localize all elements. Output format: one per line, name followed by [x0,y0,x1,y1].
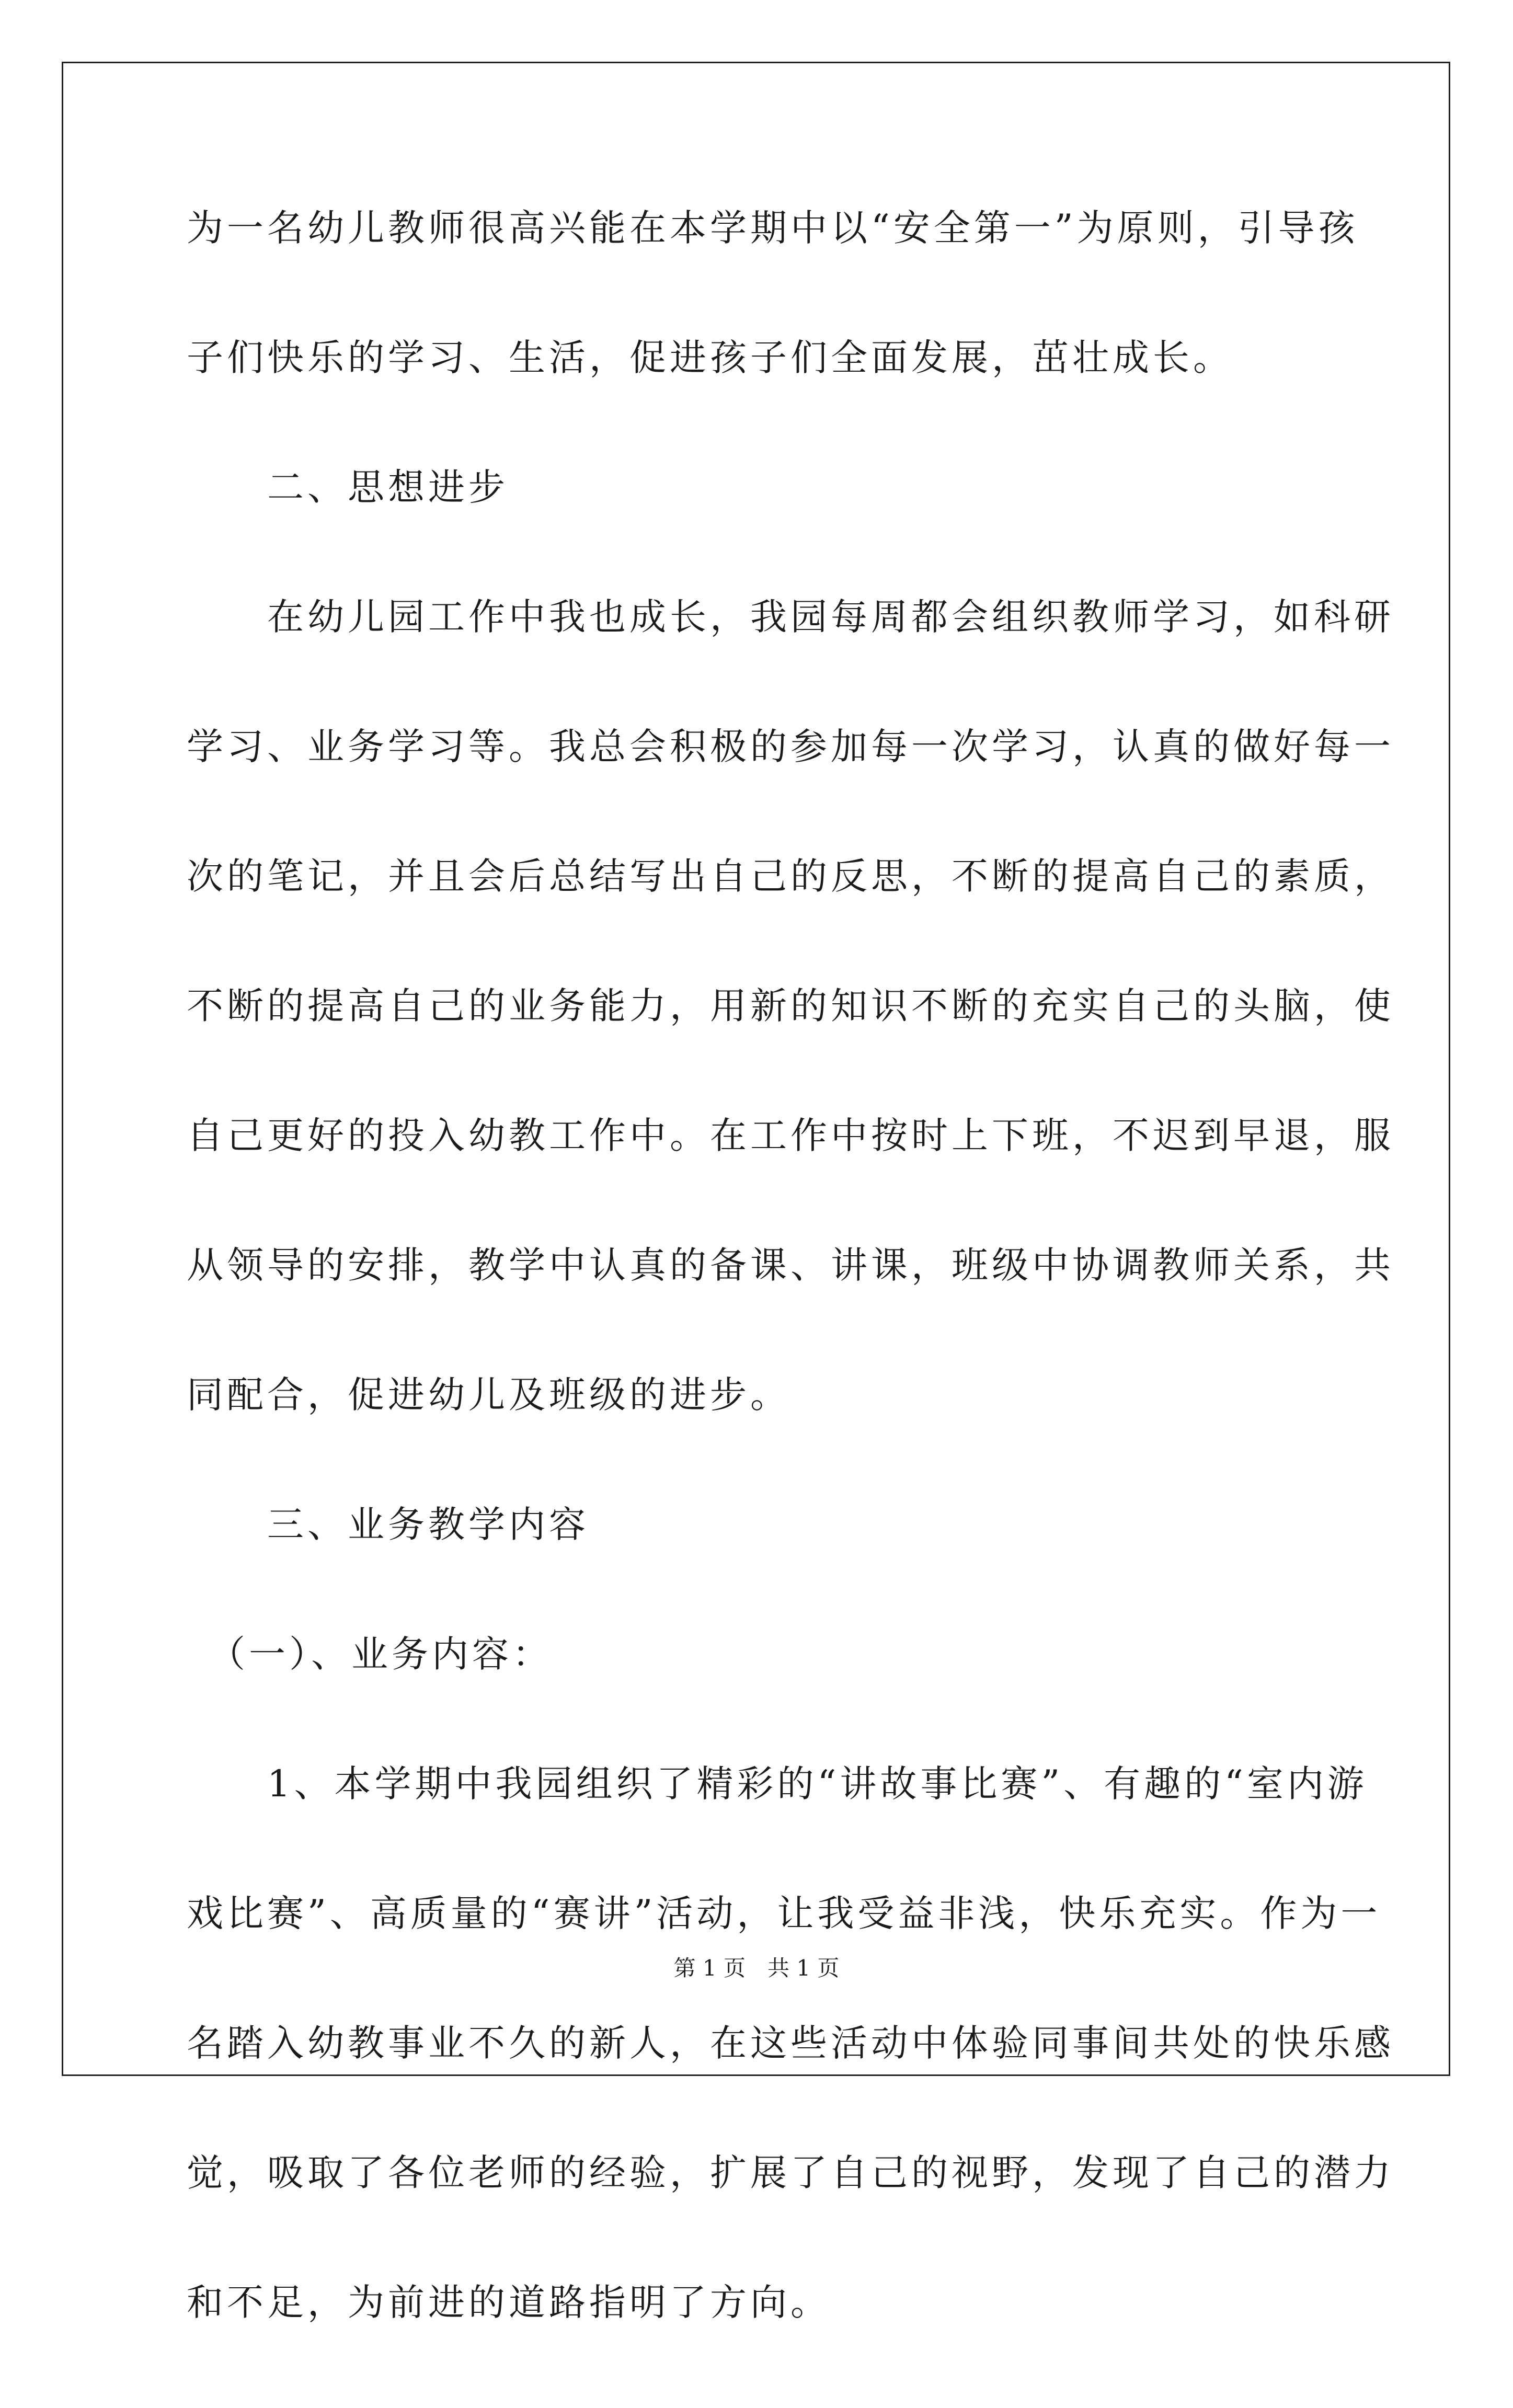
page-footer: 第 1 页 共 1 页 [673,1955,840,1981]
text-line: 子们快乐的学习、生活，促进孩子们全面发展，茁壮成长。 [187,336,1233,379]
text-line: 觉，吸取了各位老师的经验，扩展了自己的视野，发现了自己的潜力 [187,2151,1394,2194]
text-line: 为一名幼儿教师很高兴能在本学期中以“安全第一”为原则，引导孩 [187,207,1359,249]
text-line: 次的笔记，并且会后总结写出自己的反思，不断的提高自己的素质， [187,855,1394,898]
text-line: 名踏入幼教事业不久的新人，在这些活动中体验同事间共处的快乐感 [187,2022,1394,2065]
text-line: 1、本学期中我园组织了精彩的“讲故事比赛”、有趣的“室内游 [187,1762,1368,1805]
text-line: 自己更好的投入幼教工作中。在工作中按时上下班，不迟到早退，服 [187,1114,1394,1157]
text-line: 学习、业务学习等。我总会积极的参加每一次学习，认真的做好每一 [187,725,1394,768]
text-line: 和不足，为前进的道路指明了方向。 [187,2281,831,2324]
text-line: 不断的提高自己的业务能力，用新的知识不断的充实自己的头脑，使 [187,984,1394,1027]
section-heading: 三、业务教学内容 [187,1503,589,1546]
text-line: 在幼儿园工作中我也成长，我园每周都会组织教师学习，如科研 [187,595,1394,638]
text-line: 从领导的安排，教学中认真的备课、讲课，班级中协调教师关系，共 [187,1244,1394,1287]
document-body [187,204,1394,2408]
subsection-heading: （一）、业务内容： [187,1633,553,1676]
section-heading: 二、思想进步 [187,466,509,509]
text-line: 同配合，促进幼儿及班级的进步。 [187,1373,790,1416]
text-line: 戏比赛”、高质量的“赛讲”活动，让我受益非浅，快乐充实。作为一 [187,1892,1381,1935]
